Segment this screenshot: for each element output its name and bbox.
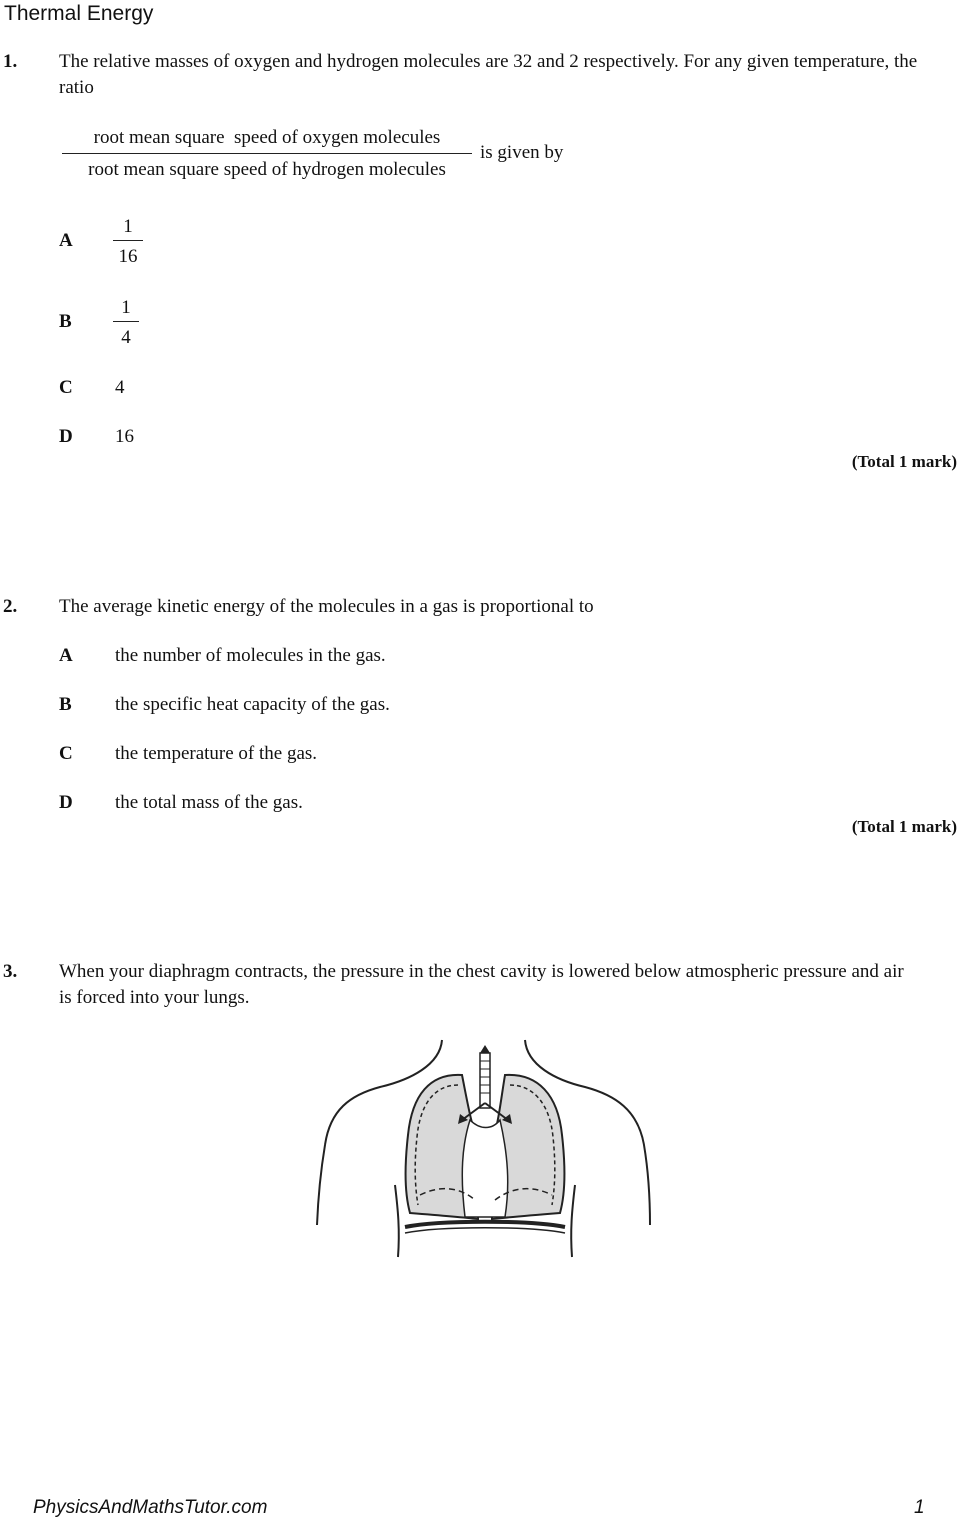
q1-option-d-value: 16 [115, 426, 134, 447]
q2-total-mark: (Total 1 mark) [851, 817, 957, 836]
q1-ratio-denominator: root mean square speed of hydrogen molecules [88, 159, 446, 180]
q2-option-a-text: the number of molecules in the gas. [115, 645, 386, 666]
q1-ratio-suffix: is given by [480, 142, 564, 163]
q3-number: 3. [3, 961, 18, 982]
q2-option-c-text: the temperature of the gas. [115, 743, 318, 764]
q1-option-b-fraction [113, 295, 139, 351]
q1-total-mark: (Total 1 mark) [851, 452, 957, 471]
q2-option-b-text: the specific heat capacity of the gas. [115, 694, 390, 715]
page-title: Thermal Energy [4, 2, 154, 25]
q1-ratio-numerator: root mean square speed of oxygen molecules [93, 127, 441, 148]
q1-ratio-fraction [62, 125, 472, 183]
q2-number: 2. [3, 596, 18, 617]
q1-option-c-letter: C [59, 377, 73, 398]
q1-text: The relative masses of oxygen and hydrogen molecules are 32 and 2 respectively. For any given temperature, the ratio [59, 51, 918, 98]
q1-option-c-value: 4 [115, 377, 125, 398]
q2-option-c-letter: C [59, 743, 73, 764]
q1-option-a-denominator: 16 [118, 246, 138, 267]
q2-option-d-text: the total mass of the gas. [115, 792, 303, 813]
footer-site: PhysicsAndMathsTutor.com [33, 1497, 268, 1518]
chest-lungs-diagram-icon [300, 1035, 670, 1265]
q1-option-a-fraction [113, 214, 143, 270]
q1-number: 1. [3, 51, 18, 72]
q2-option-d-letter: D [59, 792, 73, 813]
q2-option-b-letter: B [59, 694, 72, 715]
q1-option-a-line [113, 240, 143, 241]
page-number: 1 [914, 1497, 925, 1518]
q1-option-b-letter: B [59, 311, 72, 332]
q3-text: When your diaphragm contracts, the pressure in the chest cavity is lowered below atmospheric pressure and air is forced into your lungs. [59, 961, 904, 1008]
q1-option-b-denominator: 4 [121, 327, 131, 348]
q1-option-a-letter: A [59, 230, 73, 251]
q1-ratio-line [62, 153, 472, 154]
q1-option-b-numerator: 1 [121, 297, 131, 318]
q1-option-d-letter: D [59, 426, 73, 447]
q2-option-a-letter: A [59, 645, 73, 666]
q1-option-a-numerator: 1 [123, 216, 133, 237]
q1-option-b-line [113, 321, 139, 322]
q2-text: The average kinetic energy of the molecules in a gas is proportional to [59, 596, 594, 617]
